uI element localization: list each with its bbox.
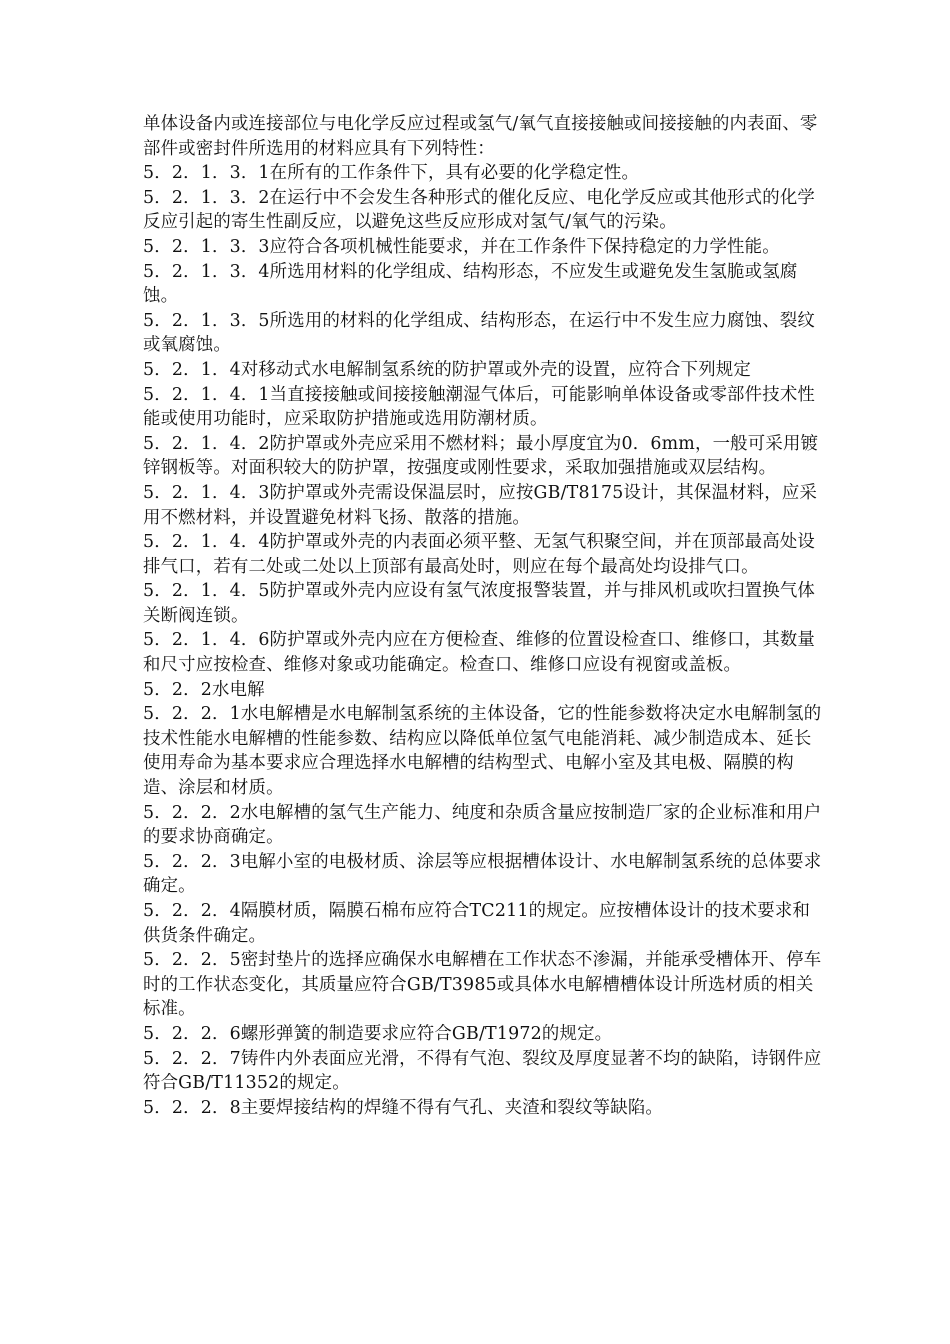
paragraph-5-2-1-4: 5．2．1．4对移动式水电解制氢系统的防护罩或外壳的设置，应符合下列规定 — [143, 359, 751, 380]
paragraph-5-2-1-3-3: 5．2．1．3．3应符合各项机械性能要求，并在工作条件下保持稳定的力学性能。 — [143, 236, 780, 257]
paragraph-5-2-2-4: 5．2．2．4隔膜材质，隔膜石棉布应符合TC211的规定。应按槽体设计的技术要求和供货条件确定。 — [143, 901, 811, 946]
paragraph-5-2-1-4-5: 5．2．1．4．5防护罩或外壳内应设有氢气浓度报警装置，并与排风机或吹扫置换气体关断阀连锁。 — [143, 581, 815, 626]
paragraph-5-2-1-4-4: 5．2．1．4．4防护罩或外壳的内表面必须平整、无氢气积聚空间，并在顶部最高处设排气口，若有二处或二处以上顶部有最高处时，则应在每个最高处均设排气口。 — [143, 532, 815, 577]
paragraph-5-2-1-3-5: 5．2．1．3．5所选用的材料的化学组成、结构形态，在运行中不发生应力腐蚀、裂纹或氧腐蚀。 — [143, 310, 815, 356]
paragraph-5-2-1-3-2: 5．2．1．3．2在运行中不会发生各种形式的催化反应、电化学反应或其他形式的化学反应引起的寄生性副反应，以避免这些反应形成对氢气/氧气的污染。 — [143, 187, 815, 233]
paragraph-5-2-1-4-2: 5．2．1．4．2防护罩或外壳应采用不燃材料；最小厚度宜为0．6mm，一般可采用镀锌钢板等。对面积较大的防护罩，按强度或刚性要求，采取加强措施或双层结构。 — [143, 433, 819, 479]
paragraph-5-2-2-6: 5．2．2．6螺形弹簧的制造要求应符合GB/T1972的规定。 — [143, 1023, 613, 1044]
document-body — [143, 112, 823, 1120]
paragraph-5-2-1-4-3: 5．2．1．4．3防护罩或外壳需设保温层时，应按GB/T8175设计，其保温材料，应采用不燃材料，并设置避免材料飞扬、散落的措施。 — [143, 482, 818, 528]
paragraph-5-2-2-2: 5．2．2．2水电解槽的氢气生产能力、纯度和杂质含量应按制造厂家的企业标准和用户的要求协商确定。 — [143, 802, 822, 848]
paragraph-5-2-2-5: 5．2．2．5密封垫片的选择应确保水电解槽在工作状态不渗漏，并能承受槽体开、停车时的工作状态变化，其质量应符合GB/T3985或具体水电解槽槽体设计所选材质的相关标准。 — [143, 950, 822, 1020]
paragraph-5-2-1-3-4: 5．2．1．3．4所选用材料的化学组成、结构形态，不应发生或避免发生氢脆或氢腐蚀。 — [143, 261, 798, 307]
paragraph-material-properties-intro: 单体设备内或连接部位与电化学反应过程或氢气/氧气直接接触或间接接触的内表面、零部件或密封件所选用的材料应具有下列特性： — [143, 114, 818, 159]
paragraph-5-2-2-8: 5．2．2．8主要焊接结构的焊缝不得有气孔、夹渣和裂纹等缺陷。 — [143, 1097, 664, 1118]
paragraph-5-2-1-3-1: 5．2．1．3．1在所有的工作条件下，具有必要的化学稳定性。 — [143, 163, 640, 184]
section-heading-5-2-2: 5．2．2水电解 — [143, 679, 265, 700]
paragraph-5-2-2-3: 5．2．2．3电解小室的电极材质、涂层等应根据槽体设计、水电解制氢系统的总体要求确定。 — [143, 851, 822, 897]
paragraph-5-2-2-1: 5．2．2．1水电解槽是水电解制氢系统的主体设备，它的性能参数将决定水电解制氢的技术性能水电解槽的性能参数、结构应以降低单位氢气电能消耗、减少制造成本、延长使用寿命为基本要求应合理选择水电解槽的结构型式、电解小室及其电极、隔膜的构造、涂层和材质。 — [143, 704, 822, 799]
paragraph-5-2-1-4-6: 5．2．1．4．6防护罩或外壳内应在方便检查、维修的位置设检查口、维修口，其数量和尺寸应按检查、维修对象或功能确定。检查口、维修口应设有视窗或盖板。 — [143, 630, 815, 676]
paragraph-5-2-2-7: 5．2．2．7铸件内外表面应光滑，不得有气泡、裂纹及厚度显著不均的缺陷，诗钢件应符合GB/T11352的规定。 — [143, 1048, 822, 1094]
paragraph-5-2-1-4-1: 5．2．1．4．1当直接接触或间接接触潮湿气体后，可能影响单体设备或零部件技术性能或使用功能时，应采取防护措施或选用防潮材质。 — [143, 384, 815, 430]
